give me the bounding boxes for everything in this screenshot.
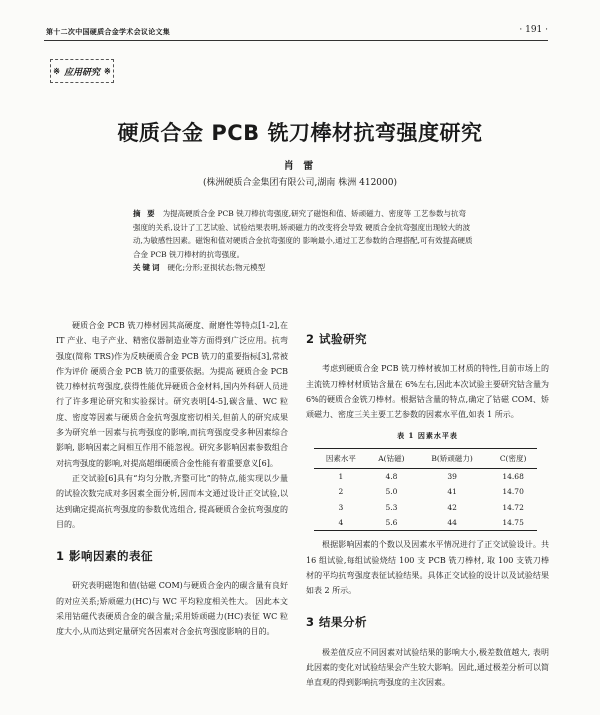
keywords-text: 硬化;分形;亚损状态;物元模型 <box>167 263 266 273</box>
section-3-paragraph: 极差值反应不同因素对试验结果的影响大小,极差数值越大, 表明此因素的变化对试验结果会产生较大影响。因此,通过极差分析可以简单直观的得到影响抗弯强度的主次因素。 <box>306 647 549 688</box>
category-stamp <box>50 59 114 83</box>
table-cell: 14.70 <box>502 487 524 497</box>
table-cell: 14.72 <box>502 502 524 512</box>
table-cell: 14.75 <box>489 515 537 531</box>
table-cell: 39 <box>447 472 457 482</box>
table-header-cell: C(密度) <box>489 448 537 468</box>
factor-level-table <box>314 448 537 531</box>
author: 肖 雷 <box>283 161 317 172</box>
table-cell: 5.0 <box>385 487 398 497</box>
table-row <box>314 515 537 531</box>
section-1-heading: 1 影响因素的表征 <box>56 549 154 564</box>
table-header-cell: 因素水平 <box>314 448 368 468</box>
table-header-row <box>314 448 537 468</box>
table-cell: 4 <box>314 515 368 531</box>
section-2-paragraph-2: 根据影响因素的个数以及因素水平情况进行了正交试验设计。共 16 组试验,每组试验烧结 100 支 PCB 铣刀棒材, 取 100 支铣刀棒材的平均抗弯强度表征试验结果。具体正交试验的设计以及试验结果如表 2 所示。 <box>306 540 549 596</box>
table-header-cell: A(钴磁) <box>368 448 415 468</box>
table-cell: 2 <box>338 487 344 497</box>
table-cell: 41 <box>447 487 457 497</box>
table-row <box>314 500 537 515</box>
table-caption: 表 1 因素水平表 <box>397 431 458 441</box>
abstract-label: 摘 要 <box>133 209 157 218</box>
proceedings-header: 第十二次中国硬质合金学术会议论文集 <box>46 27 171 36</box>
left-column <box>56 318 288 640</box>
table-cell: 5.6 <box>368 515 415 531</box>
keywords-label: 关键词 <box>133 263 162 273</box>
paper-title: 硬质合金 PCB 铣刀棒材抗弯强度研究 <box>117 121 483 145</box>
table-cell: 42 <box>447 502 457 512</box>
abstract-block <box>133 207 473 275</box>
category-label: 应用研究 <box>63 67 100 78</box>
section-2-paragraph-1: 考虑到硬质合金 PCB 铣刀棒材被加工材质的特性,目前市场上的主流铣刀棒材材质钴含量在 6%左右,因此本次试验主要研究钴含量为 6%的硬质合金铣刀棒材。根据钴含量的特点,确定了钴磁 COM、矫顽磁力、密度三关主要工艺参数的因素水平值,如表 1 所示。 <box>306 364 549 420</box>
affiliation: (株洲硬质合金集团有限公司,湖南 株洲 412000) <box>203 178 397 188</box>
table-cell: 14.68 <box>502 472 524 482</box>
star-icon: ※ <box>53 66 60 76</box>
section-1-paragraph: 研究表明磁饱和值(钴磁 COM)与硬质合金内的碳含量有良好的对应关系;矫顽磁力(HC)与 WC 平均粒度相关性大。 因此本文采用钴磁代表硬质合金的碳含量;采用矫顽磁力(HC)表征 WC 粒度大小,从而达到定量研究各因素对合金抗弯强度影响的目的。 <box>56 581 288 637</box>
right-column <box>306 318 549 691</box>
table-cell: 44 <box>415 515 489 531</box>
table-cell: 3 <box>338 502 344 512</box>
table-cell: 1 <box>338 472 344 482</box>
abstract-text: 为提高硬质合金 PCB 铣刀棒抗弯强度,研究了磁饱和值、矫顽磁力、密度等 工艺参数与抗弯强度的关系,设计了工艺试验、试验结果表明,矫顽磁力的改变将会导致 硬质合金抗弯强度出现较大的波动,为敏感性因素。磁饱和值对硬质合金抗弯强度的 影响最小,通过工艺参数的合理搭配,可有效提高硬质合金 PCB 铣刀棒材的抗弯强度。 <box>133 209 473 259</box>
table-row <box>314 484 537 499</box>
keywords <box>133 261 473 275</box>
table-row <box>314 469 537 485</box>
section-2-heading: 2 试验研究 <box>306 332 368 346</box>
table-cell: 4.8 <box>385 472 398 482</box>
header-rule <box>44 40 548 41</box>
star-icon: ※ <box>104 66 111 76</box>
table-header-cell: B(矫顽磁力) <box>415 448 489 468</box>
page-number: · 191 · <box>519 25 548 35</box>
table-cell: 5.3 <box>385 502 398 512</box>
section-3-heading: 3 结果分析 <box>306 615 368 630</box>
abstract <box>133 207 473 261</box>
intro-paragraph-1: 硬质合金 PCB 铣刀棒材因其高硬度、耐磨性等特点[1-2],在 IT 产业、电子产业、精密仪器制造业等方面得到广泛应用。抗弯强度(简称 TRS)作为反映硬质合金 PCB 铣刀的重要指标[3],常被作为评价 硬质合金 PCB 铣刀的重要依据。为提高 硬质合金 PCB 铣刀棒材抗弯强度,获得性能优异硬质合金材料,国内外科研人员进行了许多理论研究和实验探讨。研究表明[4-5],碳含量、WC 粒度、密度等因素与硬质合金抗弯强度密切相关,但前人的研究成果多为研究单一因素与抗弯强度的影响,而抗弯强度受多种因素综合影响, 影响因素之间相互作用不能忽视。研究多影响因素参数组合对抗弯强度的影响,对提高超细硬质合金性能有着重要意义[6]。 <box>56 321 288 468</box>
intro-paragraph-2: 正交试验[6]具有“均匀分散,齐整可比”的特点,能实现以少量的试验次数完成对多因素全面分析,因而本文通过设计正交试验,以达到确定提高抗弯强度的参数优选组合, 提高硬质合金抗弯强度的目的。 <box>56 473 288 529</box>
